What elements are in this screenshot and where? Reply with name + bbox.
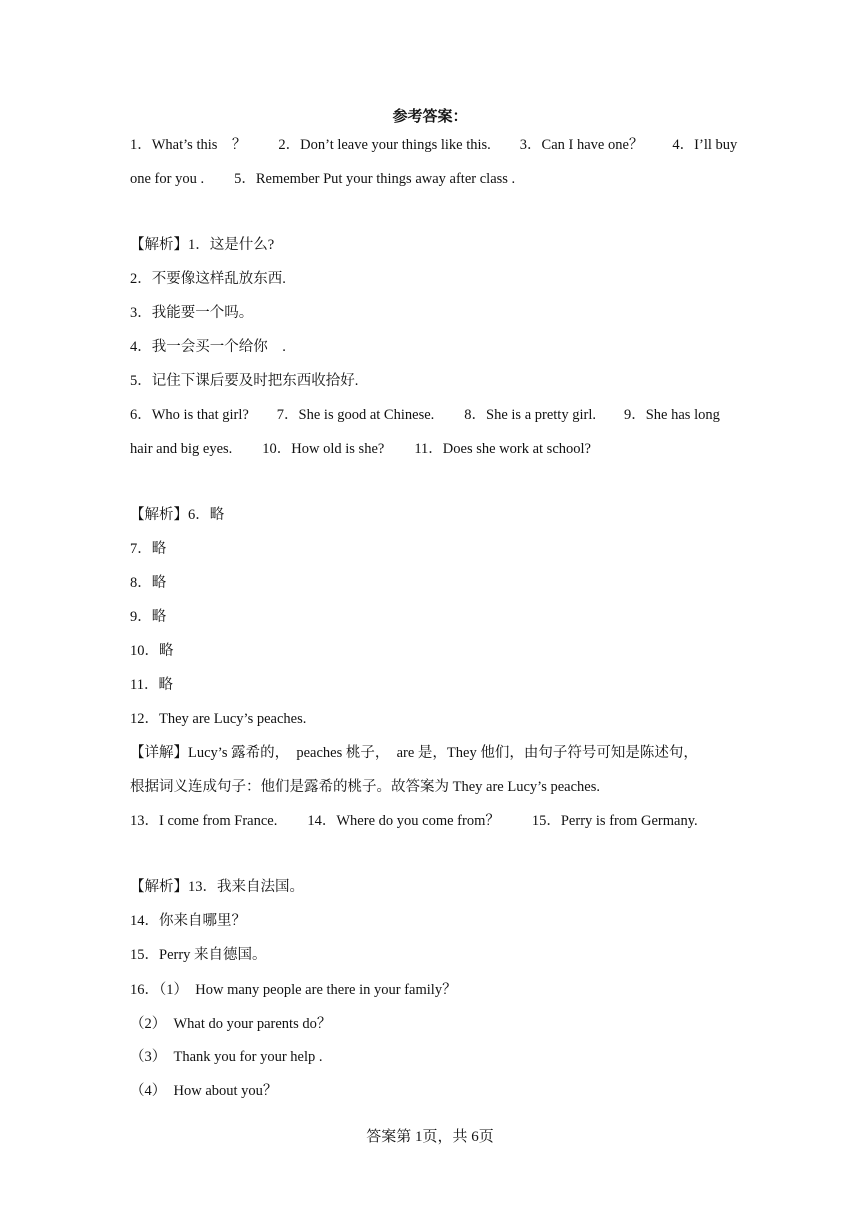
answer-item: 14．Where do you come from？	[307, 813, 500, 829]
analysis-line: 3．我能要一个吗。	[130, 305, 254, 321]
answer-item: 2．Don’t leave your things like this.	[278, 137, 491, 153]
answer-line	[130, 405, 740, 425]
answer-line	[130, 135, 740, 155]
answer-line: （2） What do your parents do？	[130, 1016, 332, 1032]
analysis-line: 2．不要像这样乱放东西.	[130, 271, 286, 287]
analysis-line: 5．记住下课后要及时把东西收拾好.	[130, 373, 359, 389]
answer-item: 3．Can I have one？	[519, 137, 644, 153]
analysis-line: 【解析】1．这是什么?	[130, 237, 275, 253]
analysis-line: 7．略	[130, 541, 167, 557]
answer-line: 12．They are Lucy’s peaches.	[130, 711, 307, 727]
page-footer: 答案第 1页，共 6页	[366, 1129, 494, 1145]
answer-line: （3） Thank you for your help .	[130, 1049, 323, 1065]
answer-item: 9．She has long	[623, 407, 720, 423]
answer-item: 10．How old is she?	[262, 441, 385, 457]
answer-item: 8．She is a pretty girl.	[464, 407, 596, 423]
answer-item: 11．Does she work at school?	[414, 441, 591, 457]
analysis-line: 9．略	[130, 609, 167, 625]
answer-line	[130, 439, 740, 459]
analysis-line: 【解析】13．我来自法国。	[130, 879, 304, 895]
answer-line: 16．（1） How many people are there in your family？	[130, 982, 457, 998]
analysis-line: 8．略	[130, 575, 167, 591]
analysis-line: 15．Perry 来自德国。	[130, 947, 267, 963]
analysis-line: 10．略	[130, 643, 174, 659]
answer-item: one for you .	[130, 171, 205, 187]
analysis-line: 【解析】6．略	[130, 507, 225, 523]
answer-line	[130, 811, 740, 831]
answer-item: 4．I’ll buy	[672, 137, 738, 153]
detail-line: 【详解】Lucy’s 露希的， peaches 桃子， are 是，They 他们，由句子符号可知是陈述句，	[130, 745, 698, 761]
answer-line: （4） How about you？	[130, 1083, 278, 1099]
answer-item: 1．What’s this ？	[130, 137, 247, 153]
answer-item: hair and big eyes.	[130, 441, 233, 457]
analysis-line: 11．略	[130, 677, 173, 693]
detail-line: 根据词义连成句子：他们是露希的桃子。故答案为 They are Lucy’s peaches.	[130, 779, 600, 795]
answer-item: 15．Perry is from Germany.	[531, 813, 698, 829]
answer-item: 5．Remember Put your things away after class .	[234, 171, 516, 187]
answer-item: 7．She is good at Chinese.	[276, 407, 435, 423]
page-title: 参考答案：	[392, 109, 468, 125]
analysis-line: 14．你来自哪里？	[130, 913, 246, 929]
answer-line	[130, 169, 740, 189]
answer-item: 13．I come from France.	[130, 813, 278, 829]
answer-item: 6．Who is that girl?	[130, 407, 249, 423]
analysis-line: 4．我一会买一个给你 .	[130, 339, 286, 355]
